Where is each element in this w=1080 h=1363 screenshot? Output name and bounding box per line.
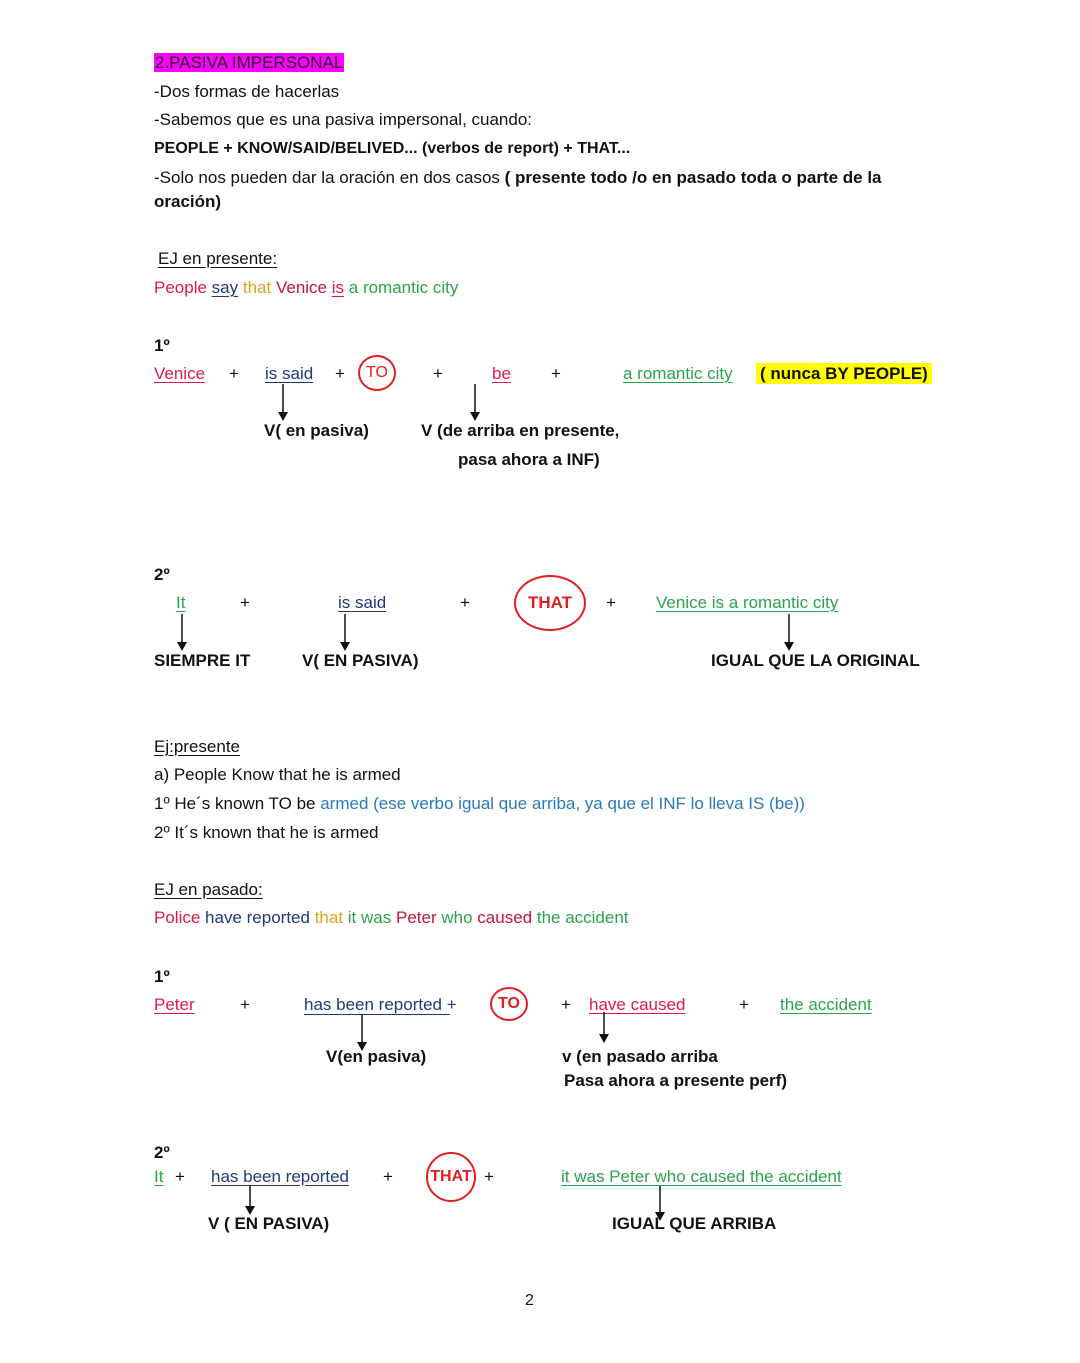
past-form2-verb: has been reported bbox=[211, 1167, 349, 1186]
present-label: EJ en presente: bbox=[158, 249, 278, 268]
present-form1-be-note-1: V (de arriba en presente, bbox=[421, 421, 620, 440]
past-form1-verb2-note-1: v (en pasado arriba bbox=[562, 1047, 718, 1066]
plus-sign: + bbox=[335, 364, 345, 383]
present-form2-verb-note: V( EN PASIVA) bbox=[302, 651, 419, 670]
example2-two: 2º It´s known that he is armed bbox=[154, 823, 379, 842]
intro-line-1: -Dos formas de hacerlas bbox=[154, 82, 340, 101]
example2-label: Ej:presente bbox=[154, 737, 240, 756]
present-form1-verb-note: V( en pasiva) bbox=[264, 421, 369, 440]
plus-sign: + bbox=[606, 593, 616, 612]
present-form1-be: be bbox=[492, 364, 511, 383]
present-form2-clause-note: IGUAL QUE LA ORIGINAL bbox=[711, 651, 920, 670]
arrow-down-icon bbox=[469, 384, 481, 422]
to-circle: TO bbox=[490, 987, 528, 1021]
plus-sign: + bbox=[551, 364, 561, 383]
present-form1-number: 1º bbox=[154, 336, 170, 355]
intro-formula: PEOPLE + KNOW/SAID/BELIVED... (verbos de report) + THAT... bbox=[154, 140, 631, 157]
present-form2-it: It bbox=[176, 593, 186, 612]
arrow-down-icon bbox=[277, 384, 289, 422]
plus-sign: + bbox=[175, 1167, 185, 1186]
plus-sign: + bbox=[433, 364, 443, 383]
past-form1-verb2: have caused bbox=[589, 995, 686, 1014]
present-form2-clause: Venice is a romantic city bbox=[656, 593, 839, 612]
section-heading: 2.PASIVA IMPERSONAL bbox=[155, 53, 344, 72]
arrow-down-icon bbox=[176, 614, 188, 652]
arrow-down-icon bbox=[339, 614, 351, 652]
present-form2-verb: is said bbox=[338, 593, 387, 612]
past-form1-verb2-note-2: Pasa ahora a presente perf) bbox=[564, 1071, 787, 1090]
plus-sign: + bbox=[240, 593, 250, 612]
present-example-sentence: People say that Venice is a romantic city bbox=[154, 278, 459, 297]
arrow-down-icon bbox=[783, 614, 795, 652]
present-form1-be-note-2: pasa ahora a INF) bbox=[458, 450, 600, 469]
past-form2-verb-note: V ( EN PASIVA) bbox=[208, 1214, 330, 1233]
present-form1-complement: a romantic city bbox=[623, 364, 733, 383]
underline bbox=[304, 1014, 450, 1015]
past-form1-subject: Peter bbox=[154, 995, 195, 1014]
that-circle: THAT bbox=[426, 1152, 476, 1202]
intro-line-5: oración) bbox=[154, 192, 222, 211]
to-circle: TO bbox=[358, 355, 396, 391]
present-form1-verb: is said bbox=[265, 364, 314, 383]
plus-sign: + bbox=[484, 1167, 494, 1186]
past-example-sentence: Police have reported that it was Peter who caused the accident bbox=[154, 908, 629, 927]
plus-sign: + bbox=[460, 593, 470, 612]
plus-sign: + bbox=[561, 995, 571, 1014]
past-form2-clause: it was Peter who caused the accident bbox=[561, 1167, 842, 1186]
intro-line-4: -Solo nos pueden dar la oración en dos casos ( presente todo /o en pasado toda o parte de la bbox=[154, 168, 882, 187]
past-form2-it: It bbox=[154, 1167, 164, 1186]
example2-one: 1º He´s known TO be armed (ese verbo igual que arriba, ya que el INF lo lleva IS (be)) bbox=[154, 794, 805, 813]
arrow-down-icon bbox=[244, 1186, 256, 1216]
plus-sign: + bbox=[739, 995, 749, 1014]
past-form1-verb-note: V(en pasiva) bbox=[326, 1047, 427, 1066]
past-label: EJ en pasado: bbox=[154, 880, 263, 899]
present-form2-it-note: SIEMPRE IT bbox=[154, 651, 251, 670]
plus-sign: + bbox=[229, 364, 239, 383]
arrow-down-icon bbox=[598, 1012, 610, 1044]
past-form1-number: 1º bbox=[154, 967, 170, 986]
past-form1-verb: has been reported + bbox=[304, 995, 457, 1014]
past-form2-clause-note: IGUAL QUE ARRIBA bbox=[612, 1214, 777, 1233]
plus-sign: + bbox=[383, 1167, 393, 1186]
present-form2-number: 2º bbox=[154, 565, 170, 584]
past-form1-complement: the accident bbox=[780, 995, 872, 1014]
present-form1-subject: Venice bbox=[154, 364, 206, 383]
that-circle: THAT bbox=[514, 575, 586, 631]
plus-sign: + bbox=[240, 995, 250, 1014]
present-form1-note: ( nunca BY PEOPLE) bbox=[756, 364, 932, 384]
past-form2-number: 2º bbox=[154, 1143, 170, 1162]
page-number: 2 bbox=[525, 1292, 534, 1309]
intro-line-2: -Sabemos que es una pasiva impersonal, cuando: bbox=[154, 110, 533, 129]
example2-a: a) People Know that he is armed bbox=[154, 765, 401, 784]
